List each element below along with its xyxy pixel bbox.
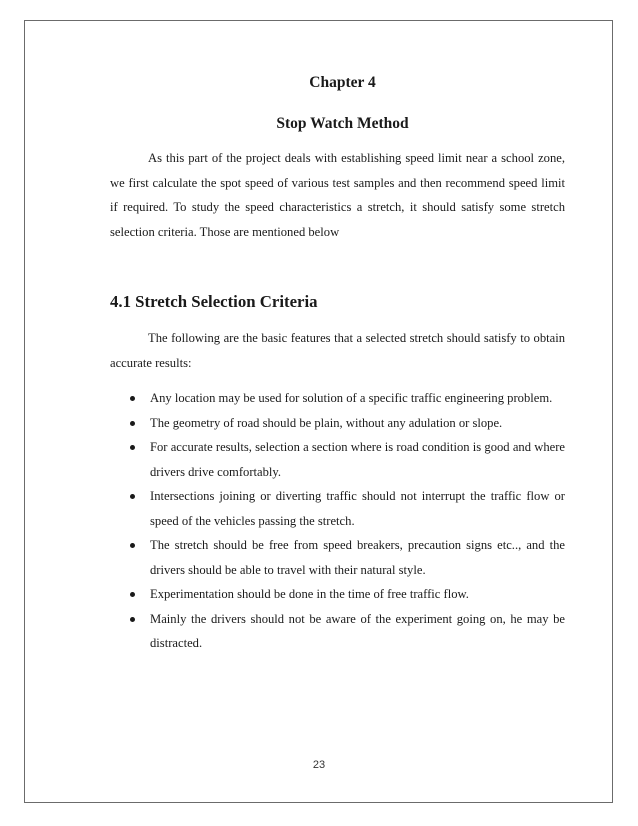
bullet-icon	[130, 445, 135, 450]
bullet-icon	[130, 617, 135, 622]
criteria-list-item	[110, 411, 565, 436]
criteria-text: The stretch should be free from speed breakers, precaution signs etc.., and the drivers should be able to travel with their natural style.	[150, 538, 565, 577]
criteria-list-item	[110, 435, 565, 484]
criteria-text: Experimentation should be done in the time of free traffic flow.	[150, 587, 469, 601]
criteria-list-item	[110, 607, 565, 656]
criteria-text: For accurate results, selection a section where is road condition is good and where drivers drive comfortably.	[150, 440, 565, 479]
criteria-list	[110, 386, 565, 656]
chapter-title: Stop Watch Method	[276, 115, 409, 132]
page-number: 23	[312, 759, 326, 771]
page-content	[110, 73, 565, 656]
section-heading: 4.1 Stretch Selection Criteria	[110, 292, 318, 311]
criteria-list-item	[110, 386, 565, 411]
chapter-label: Chapter 4	[309, 74, 376, 91]
bullet-icon	[130, 396, 135, 401]
criteria-text: The geometry of road should be plain, without any adulation or slope.	[150, 415, 503, 430]
bullet-icon	[130, 592, 135, 597]
section-intro-paragraph: The following are the basic features that a selected stretch should satisfy to obtain accurate results:	[110, 331, 565, 370]
criteria-list-item	[110, 484, 565, 533]
intro-paragraph: As this part of the project deals with establishing speed limit near a school zone, we first calculate the spot speed of various test samples and then recommend speed limit if required. To study the speed characteristics a stretch, it should satisfy some stretch selection criteria. Those are mentioned below	[110, 151, 565, 239]
bullet-icon	[130, 494, 135, 499]
criteria-text: Mainly the drivers should not be aware of the experiment going on, he may be distracted.	[150, 611, 565, 650]
criteria-text: Intersections joining or diverting traffic should not interrupt the traffic flow or speed of the vehicles passing the stretch.	[150, 489, 565, 528]
criteria-list-item	[110, 582, 565, 607]
bullet-icon	[130, 421, 135, 426]
bullet-icon	[130, 543, 135, 548]
criteria-list-item	[110, 533, 565, 582]
criteria-text: Any location may be used for solution of a specific traffic engineering problem.	[150, 391, 553, 405]
